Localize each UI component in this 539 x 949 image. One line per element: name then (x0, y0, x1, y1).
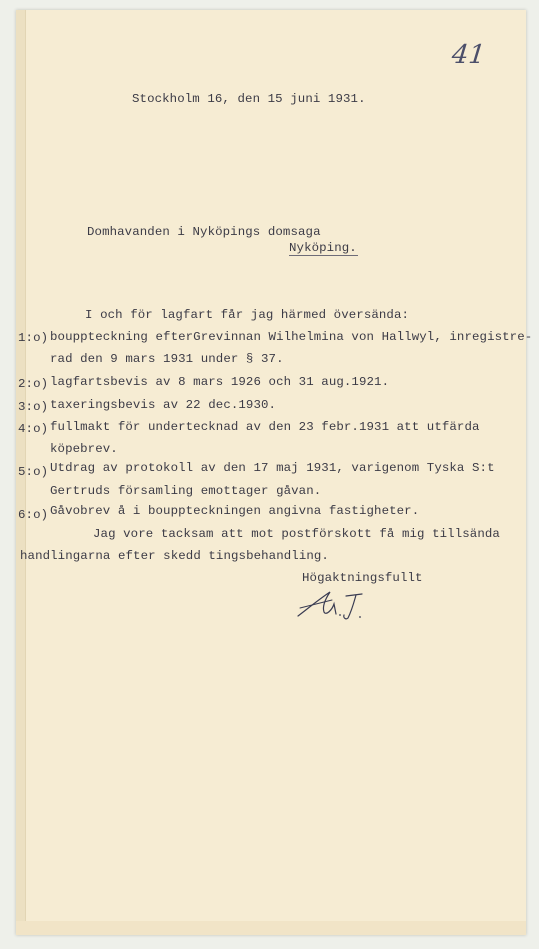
item-number: 1:o) (18, 331, 49, 345)
item-text: Gåvobrev å i bouppteckningen angivna fastigheter. (50, 504, 420, 518)
closing-line-1: Jag vore tacksam att mot postförskott få mig tillsända (93, 527, 500, 541)
item-number: 5:o) (18, 465, 49, 479)
item-text: Utdrag av protokoll av den 17 maj 1931, varigenom Tyska S:t (50, 461, 495, 475)
recipient-line-1: Domhavanden i Nyköpings domsaga (87, 225, 321, 239)
handwritten-signature (296, 588, 366, 622)
intro-line: I och för lagfart får jag härmed översända: (85, 308, 410, 322)
item-text-continued: rad den 9 mars 1931 under § 37. (50, 352, 284, 366)
item-text-continued: köpebrev. (50, 442, 118, 456)
page-bottom-edge (16, 921, 526, 935)
closing-line-2: handlingarna efter skedd tingsbehandling. (20, 549, 329, 563)
item-text: taxeringsbevis av 22 dec.1930. (50, 398, 277, 412)
recipient-line-2: Nyköping. (289, 241, 357, 255)
recipient-underline (289, 255, 358, 256)
item-number: 6:o) (18, 508, 49, 522)
page-number: 41 (450, 40, 487, 70)
item-number: 3:o) (18, 400, 49, 414)
item-number: 4:o) (18, 422, 49, 436)
item-text: lagfartsbevis av 8 mars 1926 och 31 aug.1921. (50, 375, 390, 389)
salutation: Högaktningsfullt (302, 571, 423, 585)
item-number: 2:o) (18, 377, 49, 391)
item-text: bouppteckning efterGrevinnan Wilhelmina von Hallwyl, inregistre- (50, 330, 533, 344)
item-text-continued: Gertruds församling emottager gåvan. (50, 484, 322, 498)
place-date: Stockholm 16, den 15 juni 1931. (132, 92, 366, 106)
item-text: fullmakt för undertecknad av den 23 febr.1931 att utfärda (50, 420, 480, 434)
